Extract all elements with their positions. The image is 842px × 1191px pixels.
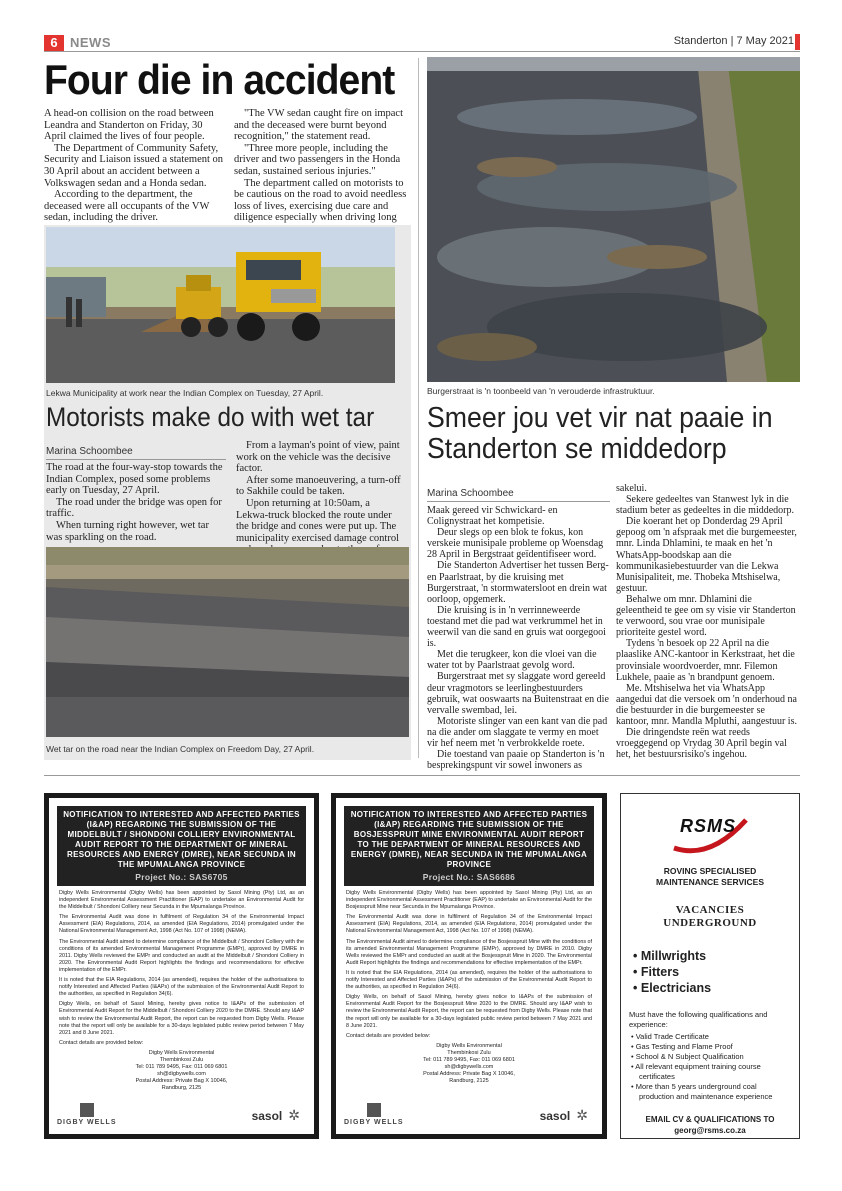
article3-para: Me. Mtshiselwa het via WhatsApp aangedui dat die versoek om 'n onderhoud na die bestuurder in die burgemeester se kantoor, mnr. Mandla Mpluthi, aangestuur is.: [616, 682, 797, 727]
photo3-caption: Burgerstraat is 'n toonbeeld van 'n verouderde infrastruktuur.: [427, 386, 655, 396]
rsms-tagline-line1: ROVING SPECIALISED: [663, 866, 757, 876]
header-rule: [44, 51, 800, 52]
article3-para: Maak gereed vir Schwickard- en Colignystraat het kompetisie.: [427, 505, 558, 528]
ad1-contact-line: sh@digbywells.com: [157, 1070, 206, 1077]
rsms-logo-text: RSMS: [680, 816, 737, 836]
ads-divider-rule: [44, 775, 800, 776]
article3-para: Die dringendste reën wat reeds vroeggegend op Vrydag 30 April begin val het, het bestuursrisiko's ingehou.: [616, 727, 787, 761]
article3-para: Sekere gedeeltes van Stanwest lyk in die stadium beter as gedeeltes in die middedorp.: [616, 494, 795, 517]
bullet-icon: •: [631, 1062, 636, 1071]
article3-column-2: [616, 483, 800, 760]
article2-para: The road at the four-way-stop towards the Indian Complex, posed some problems early on Tuesday, 27 April.: [46, 462, 223, 497]
section-label: NEWS: [70, 35, 111, 50]
article1-para: The Department of Community Safety, Security and Liaison issued a statement on 30 April about an accident between a Volkswagen sedan and a Honda sedan.: [44, 142, 224, 189]
rsms-vacancies-line1: VACANCIES: [675, 904, 745, 916]
ad2-contact-line: Tel: 011 789 9495, Fax: 011 069 6801: [423, 1056, 515, 1063]
ad2-para: The Environmental Audit aimed to determine compliance of the Bosjesspruit Mine with the conditions of its amended Environmental Management Programme (EMPr), approved by DMRE in 2010. Digby Wells reviewed the EMPr and conducted an audit at the Bosjesspruit Mine in 2020. The Environmental Audit Report highlights the findings and recommendations for effective implementation of the EMPr.: [346, 938, 593, 966]
rsms-requirement-text: Valid Trade Certificate: [635, 1032, 709, 1041]
bullet-icon: •: [631, 1032, 636, 1041]
article3-para: Die toestand van paaie op Standerton is 'n besprekingspunt vir sowel inwoners as: [427, 749, 605, 772]
ad1-contact-line: Randburg, 2125: [161, 1084, 202, 1091]
article3-byline: Marina Schoombee: [427, 488, 610, 502]
ad2-para: The Environmental Audit was done in fulfilment of Regulation 34 of the Environmental Impact Assessment (EIA) Regulations, 2014, as amended (EIA Regulations, 2014) promulgated under the National Environmental Management Act, 1998 (Act No. 107 of 1998) (NEMA).: [346, 914, 592, 935]
article1-para: The department called on motorists to be cautious on the road to avoid needless loss of lives, exercising due care and diligence especially when driving long: [234, 177, 407, 224]
ad1-contact-line: Digby Wells Environmental: [148, 1049, 215, 1056]
ad2-title: NOTIFICATION TO INTERESTED AND AFFECTED PARTIES (I&AP) REGARDING THE SUBMISSION OF THE BOSJESSPRUIT MINE ENVIRONMENTAL AUDIT REPORT TO THE DEPARTMENT OF MINERAL RESOURCES AND ENERGY (DMRE), NEAR SECUNDA IN THE MPUMALANGA PROVINCE: [350, 810, 588, 869]
ad2-logo-left-text: DIGBY WELLS: [344, 1119, 404, 1126]
notice-ad-middelbult: [44, 793, 319, 1139]
article3-para: Tydens 'n besoek op 22 April na die plaaslike ANC-kantoor in Kerkstraat, het die provinsiale woordvoerder, mnr. Filemon Lukhele, paaie as 'n brandpunt genoem.: [616, 638, 795, 683]
dateline-accent-bar: [795, 34, 800, 50]
dateline: Standerton | 7 May 2021: [673, 35, 794, 47]
rsms-tagline-line2: MAINTENANCE SERVICES: [656, 877, 764, 887]
article3-headline-line1: Smeer jou vet vir nat paaie in: [427, 402, 773, 434]
ad1-title-block: [57, 806, 306, 886]
rsms-requirement-text: All relevant equipment training course certificates: [635, 1062, 761, 1081]
ad2-contact-line: Randburg, 2125: [449, 1077, 489, 1084]
ad1-para: Digby Wells Environmental (Digby Wells) has been appointed by Sasol Mining (Pty) Ltd, as an independent Environmental Assessment Practitioner (EAP) to undertake an Environmental Audit for the Middelbult / Shondoni Colliery near Secunda in the Mpumalanga Province.: [59, 890, 304, 911]
ad2-contact: [336, 1043, 602, 1085]
article3-para: Die kruising is in 'n verrinneweerde toestand met die pad wat verkrummel het in weerwil van die sand en gruis wat oorgegooi is.: [427, 604, 606, 650]
article2-para: When turning right however, wet tar was sparkling on the road.: [46, 519, 209, 543]
article2-headline: Motorists make do with wet tar: [46, 402, 375, 432]
bullet-icon: •: [631, 1042, 636, 1051]
article2-para: Upon returning at 10:50am, a Lekwa-truck blocked the route under the bridge and cones were put up. The municipality exercised damage control: [236, 497, 399, 544]
ad1-para: The Environmental Audit aimed to determine compliance of the Middelbult / Shondoni Colliery with the conditions of its amended Environmental Management Programme (EMPr), approved by DMRE in 2011. Digby Wells reviewed the EMPr and conducted an audit at the Middelbult / Shondoni Colliery in 2020. The Environmental Audit Report highlights the findings and recommendations for effective implementation of the EMPr.: [59, 938, 304, 973]
rsms-requirements-intro: Must have the following qualifications and experience:: [629, 1010, 768, 1029]
article3-para: Die Standerton Advertiser het tussen Berg- en Paarlstraat, by die kruising met Burgerstraat, 'n stormwatersloot en drein wat oorloop, opgemerk.: [427, 560, 609, 605]
photo2-caption: Wet tar on the road near the Indian Complex on Freedom Day, 27 April.: [46, 744, 315, 754]
ad2-project-number: Project No.: SAS6686: [422, 872, 516, 882]
sasol-mark-icon: ✲: [288, 1107, 300, 1123]
ad2-contact-line: Postal Address: Private Bag X 10046,: [423, 1070, 515, 1077]
article2-byline: Marina Schoombee: [46, 446, 226, 460]
ad1-para: Contact details are provided below:: [59, 1039, 144, 1046]
digby-wells-mark-icon: [367, 1103, 381, 1117]
bullet-icon: •: [631, 1082, 636, 1091]
rsms-requirement-text: More than 5 years underground coal production and maintenance experience: [635, 1082, 773, 1101]
ad2-para: Digby Wells Environmental (Digby Wells) has been appointed by Sasol Mining (Pty) Ltd, as an independent Environmental Assessment Practitioner (EAP) to undertake an Environmental Audit for the Bosjesspruit Mine near Secunda in the Mpumalanga Province.: [346, 890, 593, 911]
rsms-requirements-list: [629, 1032, 791, 1102]
bullet-icon: •: [633, 949, 641, 963]
rsms-tagline: [621, 866, 799, 888]
ad1-project-number: Project No.: SAS6705: [135, 872, 228, 882]
ad2-sasol-logo: [540, 1107, 588, 1124]
rsms-requirement: [629, 1062, 791, 1082]
article3-para: Die koerant het op Donderdag 29 April gepoog om 'n afspraak met die burgemeester, mnr. Linda Dhlamini, te maak en het 'n WhatsApp-boodskap aan die kommunikasiebestuurder van die Lekwa Munisipaliteit, me. Thobeka Mtshiselwa, gestuur.: [616, 516, 797, 594]
article1-para: "The VW sedan caught fire on impact and the deceased were burnt beyond recognition," the statement read.: [234, 108, 404, 143]
rsms-role-label: Electricians: [640, 981, 712, 995]
article3-para: Deur slegs op een blok te fokus, kon verskeie munisipale probleme op Woensdag 28 April in Bergstraat geïdentifiseer word.: [427, 527, 604, 561]
rsms-requirement-text: School & N Subject Qualification: [635, 1052, 744, 1061]
ad2-para: Digby Wells, on behalf of Sasol Mining, hereby gives notice to I&APs of the submission of Environmental Audit Report for the Bosjesspruit Mine 2020 to the DMRE. Should any I&AP wish to review the Environmental Audit Report, the report can be requested from Digby Wells. Please note that the report will only be available for a 30-days legislated public review period between 7 May 2021 and 8 June 2021.: [346, 994, 592, 1029]
rsms-role-label: Fitters: [640, 965, 680, 979]
rsms-requirement: [629, 1042, 791, 1052]
ad2-body: [336, 886, 602, 1040]
rsms-vacancy-ad: [620, 793, 800, 1139]
article1-para: According to the department, the deceased were all occupants of the VW sedan, including the driver.: [44, 189, 210, 224]
rsms-roles-list: [633, 948, 799, 996]
photo-burgerstraat: [427, 57, 800, 382]
article2-para: The road under the bridge was open for traffic.: [46, 496, 222, 520]
rsms-role: [633, 964, 799, 980]
article3-para: Motoriste slinger van een kant van die pad na die ander om slaggate te vermy en moet vir hef neem met 'n verbrokkelde roete.: [427, 715, 608, 749]
rsms-requirement: [629, 1032, 791, 1042]
rsms-role: [633, 980, 799, 996]
sasol-mark-icon: ✲: [576, 1107, 588, 1123]
ad2-title-block: [344, 806, 594, 886]
ad1-title: NOTIFICATION TO INTERESTED AND AFFECTED PARTIES (I&AP) REGARDING THE SUBMISSION OF THE MIDDELBULT / SHONDONI COLLIERY ENVIRONMENTAL AUDIT REPORT TO THE DEPARTMENT OF MINERAL RESOURCES AND ENERGY (DMRE), NEAR SECUNDA IN THE MPUMALANGA PROVINCE: [63, 810, 300, 869]
ad1-contact-line: Thembinkosi Zulu: [159, 1056, 204, 1063]
rsms-email-link[interactable]: georg@rsms.co.za: [674, 1126, 746, 1135]
ad2-para: Contact details are provided below:: [346, 1032, 431, 1039]
ad2-para: It is noted that the EIA Regulations, 2014 (as amended), requires the holder of the authorisations to notify Interested and Affected Parties (I&APs) of the submission of the Environmental Audit Report to the authorities, as specified in Regulation 34(6).: [346, 969, 592, 991]
page-number: 6: [44, 35, 64, 51]
article2-column-1: [46, 462, 226, 543]
ad1-logo-left-text: DIGBY WELLS: [57, 1119, 117, 1126]
article3-headline: [427, 403, 773, 466]
bullet-icon: •: [631, 1052, 636, 1061]
digby-wells-mark-icon: [80, 1103, 94, 1117]
ad1-body: [49, 886, 314, 1047]
article3-para: sakelui.: [616, 483, 647, 494]
article2-para: After some manoeuvering, a turn-off to Sakhile could be taken.: [236, 474, 401, 498]
rsms-vacancies-line2: UNDERGROUND: [663, 917, 757, 929]
rsms-role: [633, 948, 799, 964]
ad2-contact-line: sh@digbywells.com: [444, 1063, 494, 1070]
ad2-contact-line: Thembinkosi Zulu: [447, 1049, 491, 1056]
rsms-requirement-text: Gas Testing and Flame Proof: [635, 1042, 733, 1051]
article2-para: From a layman's point of view, paint work on the vehicle was the decisive factor.: [236, 440, 400, 475]
article3-para: Burgerstraat met sy slaggate word gereeld deur vragmotors se leerlingbestuurders gebruik, wat ooswaarts na Buitenstraat en die vervalle swembad, lei.: [427, 671, 609, 716]
ad1-contact-line: Postal Address: Private Bag X 10046,: [135, 1077, 228, 1084]
article1-para: "Three more people, including the driver and two passengers in the Honda sedan, sustained serious injuries.": [234, 142, 401, 177]
ad2-contact-line: Digby Wells Environmental: [436, 1042, 502, 1049]
article3-headline-line2: Standerton se middedorp: [427, 433, 727, 466]
ad2-digby-logo: [344, 1103, 403, 1126]
ad1-contact: [49, 1050, 314, 1092]
article1-headline: Four die in accident: [44, 56, 395, 103]
article3-column-1: [427, 505, 610, 771]
rsms-logo: [670, 812, 750, 856]
ad1-logo-right-text: sasol: [251, 1108, 283, 1123]
rsms-email-block: [621, 1114, 799, 1136]
notice-ad-bosjesspruit: [331, 793, 607, 1139]
rsms-email-label: EMAIL CV & QUALIFICATIONS TO: [645, 1115, 775, 1124]
ad1-para: The Environmental Audit was done in fulfilment of Regulation 34 of the Environmental Impact Assessment (EIA) Regulations, 2014, as amended (EIA Regulations, 2014) promulgated under the National Environmental Management Act, 1998 (Act No. 107 of 1998) (NEMA).: [59, 914, 304, 935]
article3-para: Met die terugkeer, kon die vloei van die water tot by Paarlstraat gevolg word.: [427, 649, 597, 672]
photo-wet-tar: [46, 547, 409, 737]
rsms-requirement: [629, 1082, 791, 1102]
ad1-sasol-logo: [252, 1107, 300, 1124]
rsms-vacancies-heading: [621, 904, 799, 930]
article1-column-1: [44, 108, 224, 224]
column-divider: [418, 58, 419, 758]
ad2-logo-right-text: sasol: [539, 1108, 571, 1123]
article2-column-2: [236, 440, 404, 556]
ad1-digby-logo: [57, 1103, 116, 1126]
article3-para: Behalwe om mnr. Dhlamini die geleentheid te gee om sy visie vir Standerton te verwoord, sou vrae oor munisipale prioriteite gestel word.: [616, 593, 796, 639]
ad1-para: It is noted that the EIA Regulations, 2014 (as amended), requires the holder of the authorisations to notify Interested and Affected Parties (I&APs) of the submission of the Environmental Audit Report to the authorities, as specified in Regulation 34(6).: [59, 977, 304, 998]
article1-column-2: [234, 108, 412, 236]
article1-para: A head-on collision on the road between Leandra and Standerton on Friday, 30 April claimed the lives of four people.: [44, 108, 214, 143]
bullet-icon: •: [633, 981, 641, 995]
rsms-requirement: [629, 1052, 791, 1062]
bullet-icon: •: [633, 965, 641, 979]
ad1-contact-line: Tel: 011 789 9495, Fax: 011 069 6801: [135, 1063, 228, 1070]
ad1-para: Digby Wells, on behalf of Sasol Mining, hereby gives notice to I&APs of the submission of Environmental Audit Report for the Middelbult / Shondoni Colliery 2020 to the DMRE. Should any I&AP wish to review the Environmental Audit Report, the report can be requested from Digby Wells. Please note that the report will only be available for a 30-days legislated public review period between 7 May 2021 and 8 June 2021.: [59, 1001, 304, 1036]
photo1-caption: Lekwa Municipality at work near the Indian Complex on Tuesday, 27 April.: [46, 388, 324, 398]
rsms-role-label: Millwrights: [640, 949, 707, 963]
photo-loader-truck: [46, 227, 395, 383]
